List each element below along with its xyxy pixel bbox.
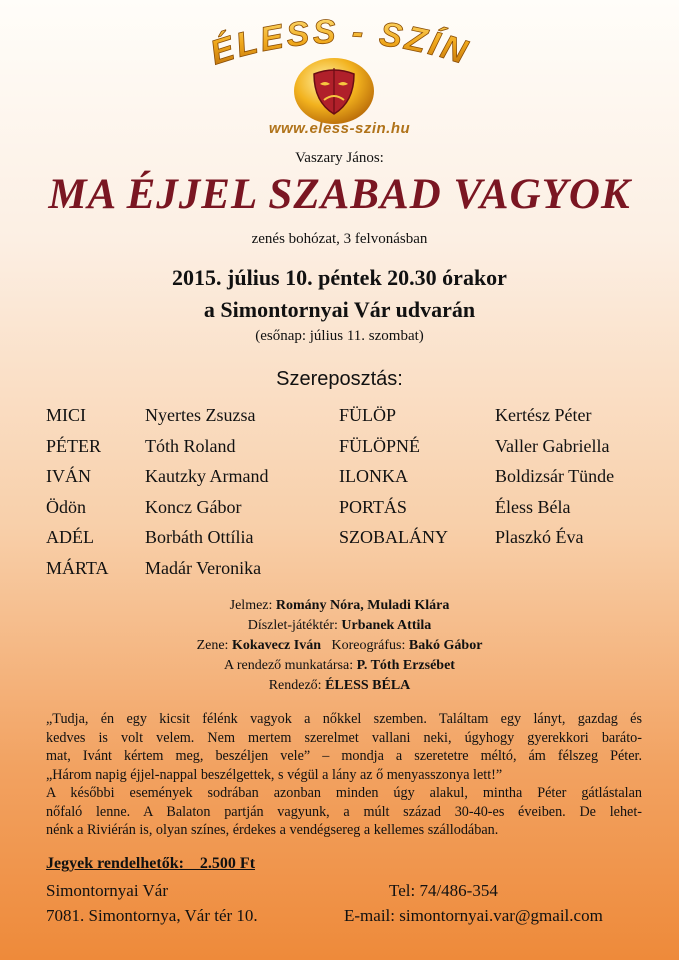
cast-actors-left (145, 403, 268, 586)
cast-role: PÉTER (46, 435, 102, 456)
synopsis-line: mat, Ivánt kértem meg, beszéljen vele” – mondja a szeretetre méltó, ám félszeg Péter. (46, 748, 642, 764)
cast-actor: Plaszkó Éva (495, 527, 584, 547)
play-title: MA ÉJJEL SZABAD VAGYOK (48, 171, 631, 218)
cast-actor: Koncz Gábor (145, 496, 242, 517)
cast-role: MÁRTA (46, 557, 109, 578)
cast-role: ADÉL (46, 527, 94, 547)
venue-address: 7081. Simontornya, Vár tér 10. (46, 906, 258, 925)
play-subtitle: zenés bohózat, 3 felvonásban (251, 231, 428, 247)
synopsis-line: nénk a Riviérán is, olyan színes, érdekes a vendégsereg a kellemes szállodában. (46, 822, 499, 838)
crew-label: Díszlet-játéktér: (247, 618, 338, 633)
cast-role: SZOBALÁNY (339, 527, 449, 547)
phone-number[interactable]: Tel: 74/486-354 (389, 881, 498, 900)
cast-actor: Nyertes Zsuzsa (145, 405, 256, 425)
cast-actor: Kertész Péter (495, 405, 592, 425)
author-name: Vaszary János: (295, 150, 384, 166)
crew-value: Urbanek Attila (341, 618, 432, 633)
cast-role: FÜLÖP (339, 405, 397, 425)
email-address[interactable]: E-mail: simontornyai.var@gmail.com (344, 906, 603, 925)
crew-set (0, 616, 679, 636)
performance-venue: a Simontornyai Vár udvarán (203, 297, 476, 322)
cast-actor: Valler Gabriella (495, 435, 610, 456)
cast-heading: Szereposztás: (276, 368, 403, 390)
crew-label: Rendező: (268, 678, 322, 693)
synopsis-line: kedves is volt velem. Nem mertem szerelmet vallani neki, úgyhogy gyerekkori baráto- (46, 729, 642, 746)
crew-director (0, 676, 679, 696)
synopsis-line: „Három napig éjjel-nappal beszélgettek, s végül a lány az ő menyasszonya lett!” (46, 766, 503, 783)
crew-music-choreo (0, 636, 679, 656)
cast-roles-right (339, 403, 448, 556)
cast-actor: Madár Veronika (145, 557, 262, 578)
cast-role: FÜLÖPNÉ (339, 435, 421, 456)
ticket-price: Jegyek rendelhetők: 2.500 Ft (46, 855, 256, 872)
venue-name: Simontornyai Vár (46, 881, 168, 900)
cast-actor: Borbáth Ottília (145, 527, 254, 547)
cast-role: PORTÁS (339, 496, 407, 517)
cast-role: ILONKA (339, 466, 408, 486)
performance-date: 2015. július 10. péntek 20.30 órakor (172, 265, 507, 290)
svg-text:ÉLESS - SZÍN: ÉLESS - SZÍN (205, 12, 475, 73)
theatre-mask-emblem-icon (292, 56, 376, 126)
synopsis-line: nőfaló lenne. A Balaton partján vagyunk, a múlt század 30-40-es éveiben. De lehet- (46, 803, 642, 820)
cast-roles-left (46, 403, 108, 586)
crew-label: Jelmez: (229, 598, 273, 613)
crew-label: Zene: (196, 638, 229, 653)
cast-role: Ödön (46, 496, 86, 517)
crew-value: Romány Nóra, Muladi Klára (275, 598, 450, 613)
crew-costume (0, 596, 679, 616)
crew-label: A rendező munkatársa: (224, 658, 354, 673)
cast-role: IVÁN (46, 466, 91, 486)
crew-value: Bakó Gábor (408, 638, 483, 653)
synopsis-paragraph (46, 710, 642, 840)
rain-date-note: (esőnap: július 11. szombat) (255, 328, 424, 344)
website-url[interactable]: www.eless-szin.hu (268, 120, 411, 137)
cast-actor: Tóth Roland (145, 435, 236, 456)
crew-label: Koreográfus: (331, 638, 406, 653)
cast-actor: Boldizsár Tünde (495, 466, 615, 486)
crew-value: Kokavecz Iván (231, 638, 322, 653)
synopsis-line: A későbbi események sodrában azonban minden úgy alakul, mintha Péter gátlástalan (46, 785, 642, 801)
crew-value: P. Tóth Erzsébet (356, 658, 455, 673)
cast-actor: Kautzky Armand (145, 466, 269, 486)
cast-role: MICI (46, 405, 86, 425)
crew-assistant (0, 656, 679, 676)
crew-value: ÉLESS BÉLA (325, 678, 411, 693)
cast-actors-right (495, 403, 614, 556)
synopsis-line: „Tudja, én egy kicsit félénk vagyok a nőkkel szemben. Találtam egy lányt, gazdag és (46, 711, 642, 727)
cast-actor: Éless Béla (495, 496, 571, 517)
